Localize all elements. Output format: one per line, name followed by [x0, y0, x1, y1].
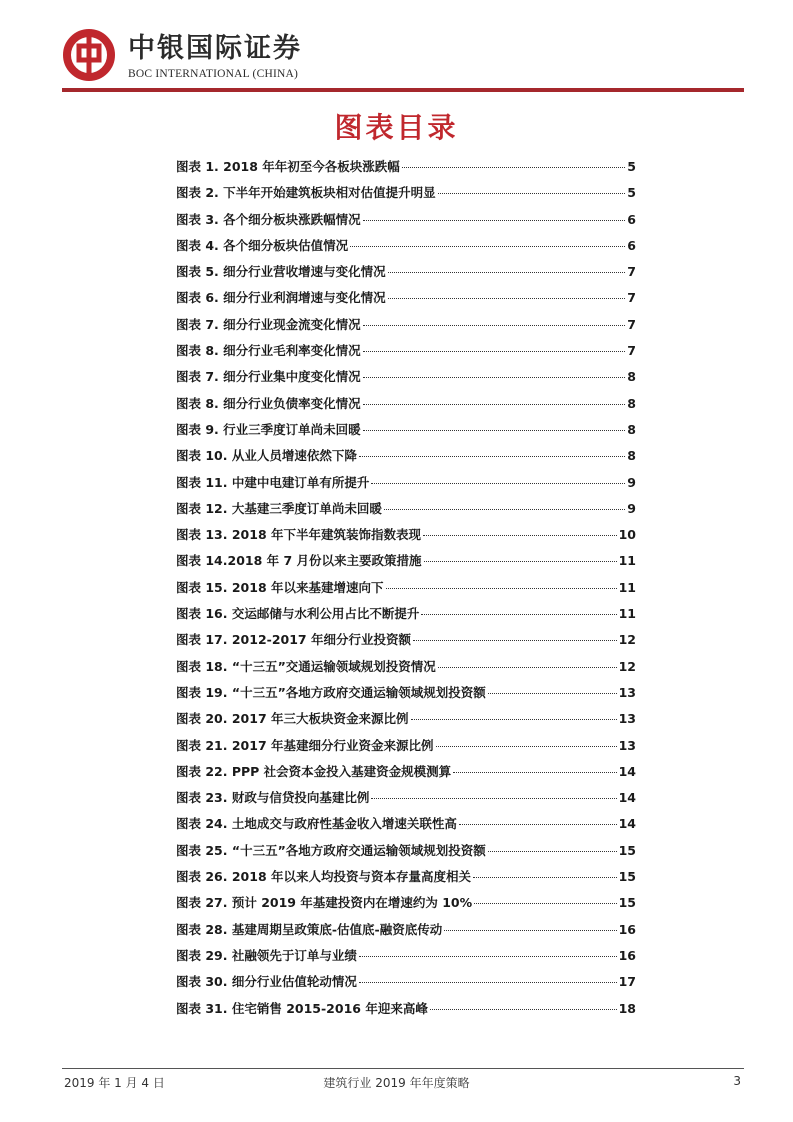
toc-entry-label[interactable]: 图表 24. 土地成交与政府性基金收入增速关联性高 [176, 816, 457, 832]
toc-entry-page[interactable]: 9 [627, 500, 636, 516]
toc-entry[interactable] [176, 736, 636, 762]
toc-dot-leader [424, 561, 617, 562]
toc-dot-leader [388, 272, 626, 273]
toc-entry[interactable] [176, 394, 636, 420]
toc-entry[interactable] [176, 999, 636, 1025]
toc-entry-label[interactable]: 图表 1. 2018 年年初至今各板块涨跌幅 [176, 159, 400, 174]
toc-dot-leader [363, 220, 626, 221]
toc-entry-label[interactable]: 图表 23. 财政与信贷投向基建比例 [176, 790, 370, 806]
toc-entry-label[interactable]: 图表 7. 细分行业集中度变化情况 [176, 369, 361, 385]
toc-dot-leader [363, 430, 626, 431]
toc-entry-page[interactable]: 10 [618, 527, 636, 543]
toc-entry[interactable] [176, 946, 636, 972]
toc-entry-label[interactable]: 图表 12. 大基建三季度订单尚未回暖 [176, 500, 382, 516]
toc-entry-label[interactable]: 图表 26. 2018 年以来人均投资与资本存量高度相关 [176, 869, 471, 885]
toc-entry-label[interactable]: 图表 30. 细分行业估值轮动情况 [176, 974, 357, 990]
toc-entry[interactable] [176, 841, 636, 867]
toc-entry-page[interactable]: 15 [618, 869, 636, 885]
toc-dot-leader [453, 772, 616, 773]
footer-divider [62, 1068, 744, 1069]
toc-dot-leader [359, 956, 617, 957]
brand-name-english: BOC INTERNATIONAL (CHINA) [128, 68, 299, 80]
toc-dot-leader [359, 456, 625, 457]
toc-dot-leader [359, 982, 617, 983]
toc-entry-label[interactable]: 图表 28. 基建周期呈政策底-估值底-融资底传动 [176, 921, 443, 937]
toc-entry[interactable] [176, 788, 636, 814]
toc-entry[interactable] [176, 920, 636, 946]
toc-dot-leader [363, 404, 626, 405]
toc-entry-page[interactable]: 7 [627, 343, 636, 359]
toc-entry-page[interactable]: 5 [627, 159, 636, 174]
toc-entry-label[interactable]: 图表 8. 细分行业负债率变化情况 [176, 395, 361, 411]
page-header [62, 28, 742, 90]
toc-dot-leader [459, 824, 617, 825]
toc-entry[interactable] [176, 762, 636, 788]
toc-entry-label[interactable]: 图表 13. 2018 年下半年建筑装饰指数表现 [176, 527, 421, 543]
toc-entry-page[interactable]: 16 [618, 921, 636, 937]
toc-entry-page[interactable]: 13 [618, 737, 636, 753]
toc-entry-page[interactable]: 13 [618, 684, 636, 700]
toc-entry[interactable] [176, 446, 636, 472]
toc-entry[interactable] [176, 578, 636, 604]
toc-entry-label[interactable]: 图表 29. 社融领先于订单与业绩 [176, 947, 357, 963]
toc-entry-label[interactable]: 图表 14.2018 年 7 月份以来主要政策措施 [176, 553, 422, 569]
toc-entry[interactable] [176, 315, 636, 341]
toc-entry-page[interactable]: 14 [618, 790, 636, 806]
toc-entry-page[interactable]: 8 [627, 448, 636, 464]
toc-dot-leader [363, 351, 626, 352]
toc-entry[interactable] [176, 210, 636, 236]
footer-date: 2019 年 1 月 4 日 [64, 1076, 165, 1090]
toc-dot-leader [488, 851, 617, 852]
toc-entry[interactable] [176, 420, 636, 446]
toc-dot-leader [363, 377, 626, 378]
toc-dot-leader [371, 483, 625, 484]
toc-dot-leader [474, 903, 616, 904]
toc-entry-page[interactable]: 12 [618, 632, 636, 648]
toc-title: 图表目录 [334, 111, 459, 144]
toc-entry[interactable] [176, 972, 636, 998]
header-divider [62, 88, 744, 92]
toc-entry[interactable] [176, 657, 636, 683]
toc-entry-page[interactable]: 6 [627, 211, 636, 227]
toc-entry-label[interactable]: 图表 18. “十三五”交通运输领域规划投资情况 [176, 658, 436, 674]
toc-entry-label[interactable]: 图表 19. “十三五”各地方政府交通运输领域规划投资额 [176, 684, 486, 700]
toc-entry-page[interactable]: 11 [618, 579, 636, 595]
toc-entry-page[interactable]: 15 [618, 895, 636, 911]
toc-entry-label[interactable]: 图表 3. 各个细分板块涨跌幅情况 [176, 211, 361, 227]
toc-entry-label[interactable]: 图表 11. 中建中电建订单有所提升 [176, 474, 370, 490]
footer-page-number: 3 [733, 1074, 741, 1088]
toc-entry-label[interactable]: 图表 5. 细分行业营收增速与变化情况 [176, 264, 386, 280]
toc-entry-label[interactable]: 图表 20. 2017 年三大板块资金来源比例 [176, 711, 409, 727]
toc-dot-leader [350, 246, 625, 247]
toc-entry-page[interactable]: 5 [627, 185, 636, 201]
toc-entry-label[interactable]: 图表 25. “十三五”各地方政府交通运输领域规划投资额 [176, 842, 486, 858]
toc-entry-page[interactable]: 8 [627, 369, 636, 385]
toc-dot-leader [386, 588, 617, 589]
toc-dot-leader [423, 535, 617, 536]
toc-entry-label[interactable]: 图表 4. 各个细分板块估值情况 [176, 237, 349, 253]
toc-entry[interactable] [176, 683, 636, 709]
toc-entry-page[interactable]: 7 [627, 264, 636, 280]
toc-entry-page[interactable]: 14 [618, 816, 636, 832]
toc-dot-leader [473, 877, 617, 878]
toc-dot-leader [488, 693, 617, 694]
toc-dot-leader [363, 325, 626, 326]
toc-entry[interactable] [176, 630, 636, 656]
toc-entry-page[interactable]: 7 [627, 290, 636, 306]
toc-entry[interactable] [176, 867, 636, 893]
toc-entry-page[interactable]: 12 [618, 658, 636, 674]
toc-dot-leader [402, 167, 626, 168]
toc-entry[interactable] [176, 157, 636, 183]
toc-entry[interactable] [176, 893, 636, 919]
toc-entry-page[interactable]: 14 [618, 763, 636, 779]
toc-entry[interactable] [176, 525, 636, 551]
toc-entry-page[interactable]: 17 [618, 974, 636, 990]
toc-entry[interactable] [176, 341, 636, 367]
toc-entry-label[interactable]: 图表 2. 下半年开始建筑板块相对估值提升明显 [176, 185, 436, 201]
toc-entry[interactable] [176, 499, 636, 525]
toc-entry-label[interactable]: 图表 17. 2012-2017 年细分行业投资额 [176, 632, 411, 648]
toc-entry-page[interactable]: 15 [618, 842, 636, 858]
toc-entry-page[interactable]: 18 [618, 1000, 636, 1016]
toc-entry[interactable] [176, 604, 636, 630]
footer-report-title: 建筑行业 2019 年年度策略 [323, 1076, 470, 1090]
toc-entry-page[interactable]: 9 [627, 474, 636, 490]
toc-entry[interactable] [176, 551, 636, 577]
toc-entry-page[interactable]: 11 [618, 606, 636, 622]
toc-entry-label[interactable]: 图表 27. 预计 2019 年基建投资内在增速约为 10% [176, 895, 473, 911]
toc-entry[interactable] [176, 288, 636, 314]
toc-entry-page[interactable]: 6 [627, 237, 636, 253]
toc-entry-label[interactable]: 图表 10. 从业人员增速依然下降 [176, 448, 357, 464]
toc-entry-label[interactable]: 图表 22. PPP 社会资本金投入基建资金规模测算 [176, 763, 452, 779]
toc-dot-leader [384, 509, 625, 510]
toc-dot-leader [421, 614, 616, 615]
toc-dot-leader [388, 298, 626, 299]
toc-entry-label[interactable]: 图表 31. 住宅销售 2015-2016 年迎来高峰 [176, 1000, 428, 1016]
toc-entry-page[interactable]: 8 [627, 421, 636, 437]
brand-name-chinese: 中银国际证券 [128, 33, 302, 64]
toc-entry-label[interactable]: 图表 16. 交运邮储与水利公用占比不断提升 [176, 606, 420, 622]
toc-entry-page[interactable]: 11 [618, 553, 636, 569]
figure-list [176, 157, 636, 1025]
toc-entry[interactable] [176, 473, 636, 499]
toc-dot-leader [413, 640, 617, 641]
boc-logo-icon [62, 28, 116, 82]
toc-entry-label[interactable]: 图表 9. 行业三季度订单尚未回暖 [176, 421, 361, 437]
toc-entry-page[interactable]: 16 [618, 947, 636, 963]
toc-entry[interactable] [176, 236, 636, 262]
toc-entry[interactable] [176, 262, 636, 288]
toc-dot-leader [371, 798, 616, 799]
toc-dot-leader [444, 930, 616, 931]
toc-dot-leader [438, 667, 617, 668]
toc-entry-page[interactable]: 8 [627, 395, 636, 411]
toc-dot-leader [438, 193, 626, 194]
toc-entry-label[interactable]: 图表 8. 细分行业毛利率变化情况 [176, 343, 361, 359]
toc-entry-label[interactable]: 图表 15. 2018 年以来基建增速向下 [176, 579, 384, 595]
toc-entry[interactable] [176, 814, 636, 840]
toc-entry[interactable] [176, 183, 636, 209]
toc-entry-label[interactable]: 图表 21. 2017 年基建细分行业资金来源比例 [176, 737, 434, 753]
toc-entry[interactable] [176, 709, 636, 735]
toc-dot-leader [436, 746, 617, 747]
toc-dot-leader [430, 1009, 617, 1010]
toc-entry-label[interactable]: 图表 7. 细分行业现金流变化情况 [176, 316, 361, 332]
toc-entry-page[interactable]: 7 [627, 316, 636, 332]
toc-dot-leader [411, 719, 617, 720]
toc-entry-page[interactable]: 13 [618, 711, 636, 727]
toc-entry-label[interactable]: 图表 6. 细分行业利润增速与变化情况 [176, 290, 386, 306]
toc-entry[interactable] [176, 367, 636, 393]
